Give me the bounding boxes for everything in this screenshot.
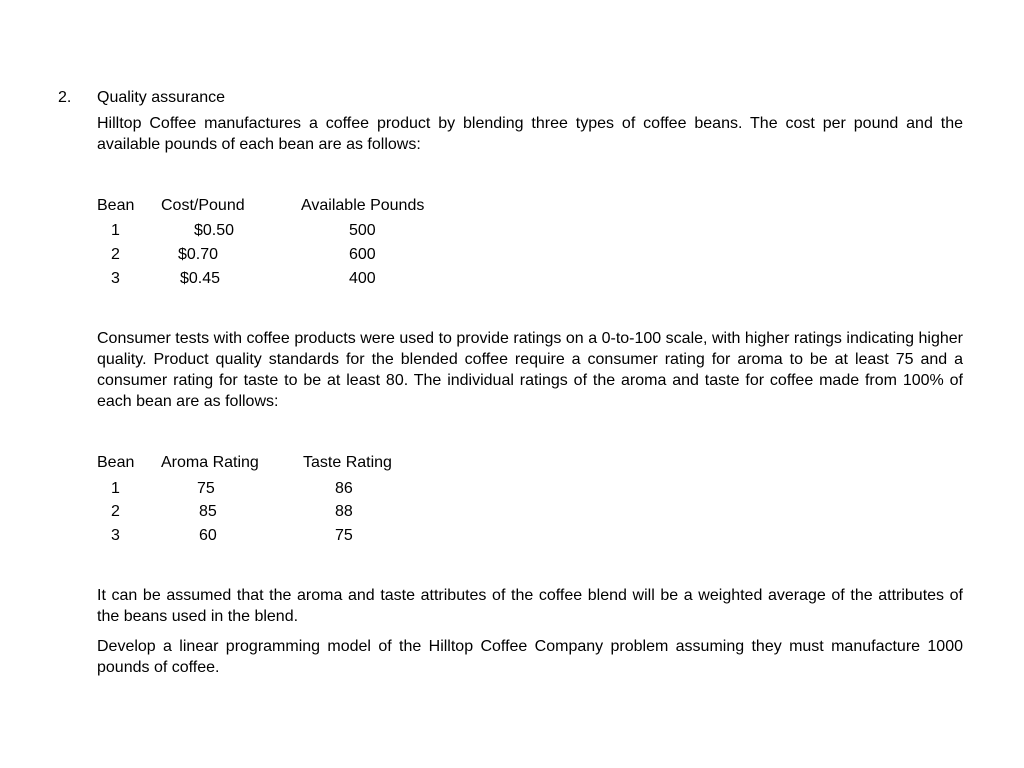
- table-cell: $0.70: [178, 246, 219, 263]
- table-cell: 3: [111, 527, 120, 544]
- cost-table-header-available: Available Pounds: [301, 197, 425, 214]
- table-cell: 86: [335, 480, 353, 497]
- table-cell: $0.50: [194, 222, 235, 239]
- table-cell: 400: [349, 270, 376, 287]
- table-cell: 60: [199, 527, 217, 544]
- table-cell: 75: [335, 527, 353, 544]
- intro-paragraph: Hilltop Coffee manufactures a coffee product by blending three types of coffee beans. The cost per pound and the available pounds of each bean are as follows:: [97, 115, 963, 153]
- table-cell: 85: [199, 503, 217, 520]
- cost-table-header-cost: Cost/Pound: [161, 197, 245, 214]
- table-cell: 75: [197, 480, 215, 497]
- table-cell: 3: [111, 270, 120, 287]
- question-title: Quality assurance: [97, 89, 226, 106]
- table-cell: $0.45: [180, 270, 221, 287]
- table-cell: 2: [111, 246, 120, 263]
- rating-table-header-aroma: Aroma Rating: [161, 454, 259, 471]
- table-cell: 88: [335, 503, 353, 520]
- assumption-paragraph: It can be assumed that the aroma and taste attributes of the coffee blend will be a weighted average of the attributes of the beans used in the blend.: [97, 587, 963, 625]
- table-cell: 1: [111, 222, 120, 239]
- rating-table-header-taste: Taste Rating: [303, 454, 392, 471]
- task-paragraph: Develop a linear programming model of the Hilltop Coffee Company problem assuming they must manufacture 1000 pounds of coffee.: [97, 638, 963, 676]
- table-cell: 600: [349, 246, 376, 263]
- consumer-tests-paragraph: Consumer tests with coffee products were used to provide ratings on a 0-to-100 scale, with higher ratings indicating higher quality. Product quality standards for the blended coffee require a consumer rating for aroma to be at least 75 and a consumer rating for taste to be at least 80. The individual ratings of the aroma and taste for coffee made from 100% of each bean are as follows:: [97, 330, 963, 410]
- question-number: 2.: [58, 89, 72, 106]
- table-cell: 2: [111, 503, 120, 520]
- rating-table-header-bean: Bean: [97, 454, 135, 471]
- cost-table-header-bean: Bean: [97, 197, 135, 214]
- table-cell: 500: [349, 222, 376, 239]
- table-cell: 1: [111, 480, 120, 497]
